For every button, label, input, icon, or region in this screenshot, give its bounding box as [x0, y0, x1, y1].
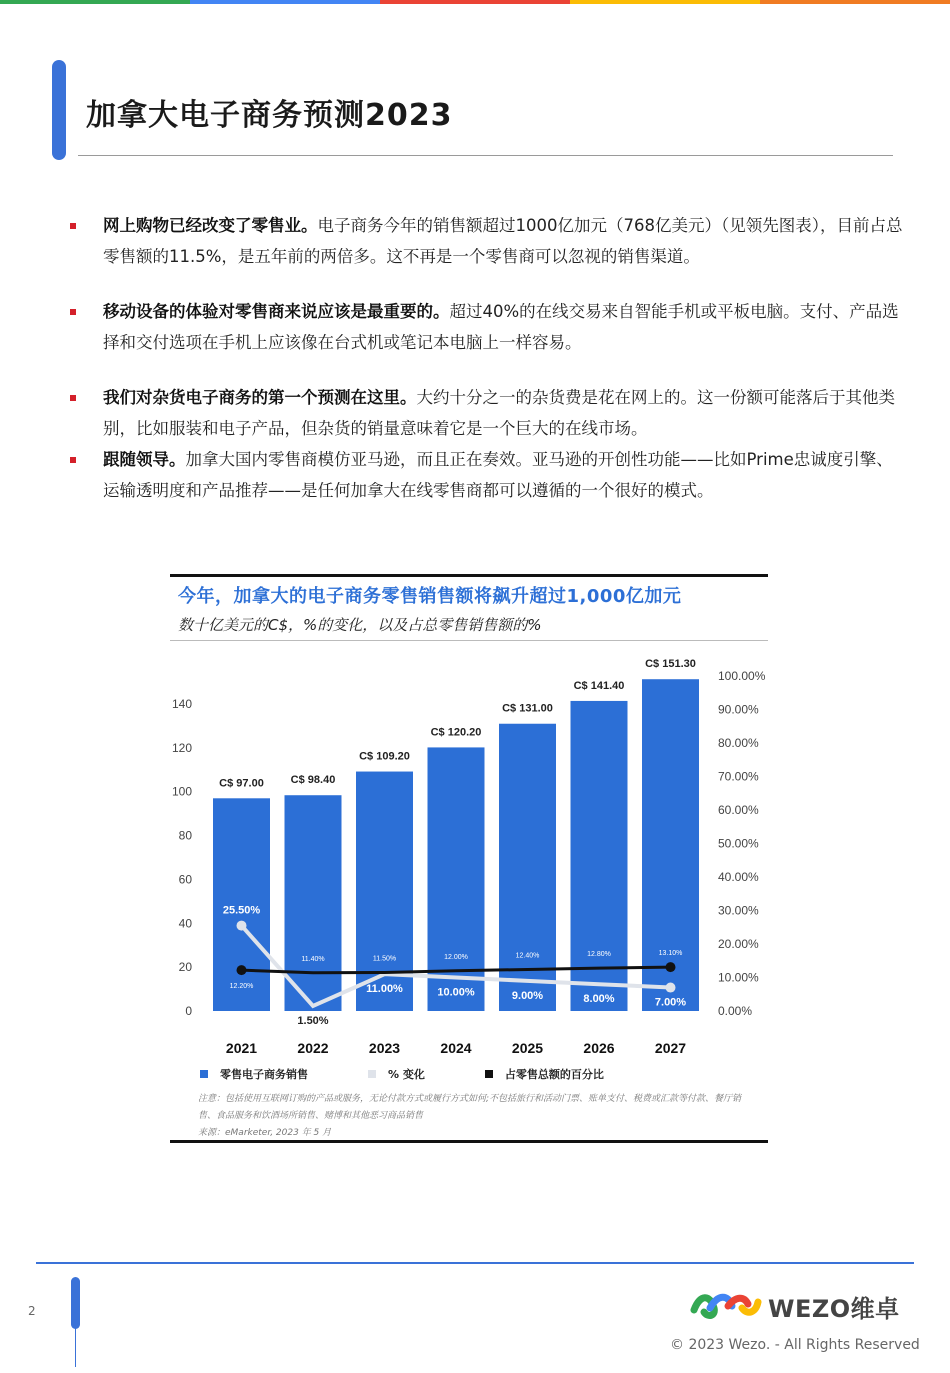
chart-subtitle: 数十亿美元的C$，%的变化，以及占总零售销售额的%	[178, 616, 542, 634]
bullet-item	[68, 210, 908, 272]
footer-accent-bar	[71, 1277, 80, 1329]
legend-item-share	[485, 1066, 604, 1082]
share-point	[237, 965, 247, 975]
pct-change-label: 1.50%	[297, 1015, 329, 1027]
top-bar-segment-4	[570, 0, 760, 4]
bullet-lead: 跟随领导。	[103, 450, 186, 469]
y-left-tick-label: 0	[185, 1004, 192, 1018]
y-right-tick-label: 50.00%	[718, 836, 759, 851]
legend-swatch-change	[368, 1070, 376, 1078]
bar-value-label: C$ 151.30	[645, 658, 696, 671]
x-tick-label: 2022	[297, 1040, 329, 1056]
bullet-text: 电子商务今年的销售额超过1000亿加元（768亿美元）（见领先图表），目前占总零售额的11.5%，是五年前的两倍多。这不再是一个零售商可以忽视的销售渠道。	[103, 216, 903, 266]
top-bar-segment-5	[760, 0, 950, 4]
bullet-marker	[70, 309, 76, 315]
x-tick-label: 2024	[440, 1040, 472, 1056]
bar-value-label: C$ 131.00	[502, 702, 553, 715]
share-label: 12.40%	[515, 952, 540, 960]
bar-2027	[642, 679, 699, 1011]
sales-chart	[170, 644, 768, 1064]
share-label: 13.10%	[658, 950, 683, 958]
title-divider	[78, 155, 893, 156]
y-right-tick-label: 70.00%	[718, 769, 759, 784]
legend-item-change	[368, 1066, 425, 1082]
bar-value-label: C$ 141.40	[573, 679, 625, 692]
y-left-tick-label: 40	[178, 916, 192, 931]
bullet-lead: 网上购物已经改变了零售业。	[103, 216, 318, 235]
bullet-marker	[70, 223, 76, 229]
y-left-tick-label: 100	[171, 784, 192, 799]
chart-note	[198, 1091, 746, 1142]
bullet-item	[68, 296, 908, 358]
legend-label: 占零售总额的百分比	[504, 1068, 604, 1081]
y-right-tick-label: 20.00%	[718, 937, 759, 951]
copyright-text: © 2023 Wezo. - All Rights Reserved	[670, 1337, 920, 1353]
bullet-marker	[70, 457, 76, 463]
top-bar-segment-3	[380, 0, 570, 4]
bar-2022	[285, 795, 342, 1011]
bar-value-label: C$ 97.00	[219, 777, 264, 790]
legend-label: % 变化	[388, 1068, 425, 1081]
chart-legend	[200, 1066, 664, 1082]
y-left-tick-label: 60	[178, 872, 192, 887]
bar-value-label: C$ 120.20	[430, 726, 482, 739]
bar-value-label: C$ 98.40	[290, 774, 336, 787]
y-left-tick-label: 120	[171, 740, 192, 755]
bullet-text: 超过40%的在线交易来自智能手机或平板电脑。支付、产品选择和交付选项在手机上应该像在台式机或笔记本电脑上一样容易。	[103, 302, 899, 352]
chart-title: 今年，加拿大的电子商务零售销售额将飙升超过1,000亿加元	[178, 586, 682, 607]
x-tick-label: 2023	[368, 1040, 401, 1056]
footer-divider	[36, 1262, 914, 1264]
bullet-list	[68, 210, 908, 506]
y-right-tick-label: 60.00%	[718, 803, 759, 817]
x-tick-label: 2021	[225, 1040, 258, 1056]
y-left-tick-label: 20	[178, 960, 192, 975]
share-label: 11.50%	[372, 955, 397, 963]
title-accent-bar	[52, 60, 66, 160]
x-tick-label: 2026	[583, 1040, 615, 1056]
bullet-lead: 我们对杂货电子商务的第一个预测在这里。	[103, 388, 417, 407]
pct-change-label: 11.00%	[366, 983, 403, 996]
share-label: 11.40%	[301, 955, 325, 963]
chart-panel	[170, 574, 768, 1142]
chart-bottom-rule	[170, 1140, 768, 1143]
bullet-text: 大约十分之一的杂货费是花在网上的。这一份额可能落后于其他类别，比如服装和电子产品，但杂货的销量意味着它是一个巨大的在线市场。	[103, 388, 895, 438]
wezo-logo-icon	[690, 1288, 762, 1324]
pct-change-label: 25.50%	[222, 904, 261, 917]
share-label: 12.00%	[444, 953, 468, 961]
legend-label: 零售电子商务销售	[220, 1068, 308, 1081]
pct-change-label: 9.00%	[511, 989, 544, 1002]
chart-header-rule	[170, 640, 768, 641]
y-right-tick-label: 30.00%	[718, 903, 759, 918]
y-left-tick-label: 80	[178, 828, 192, 843]
share-label: 12.80%	[587, 951, 611, 959]
y-right-tick-label: 0.00%	[718, 1004, 753, 1018]
bar-2026	[571, 701, 628, 1011]
bullet-marker	[70, 395, 76, 401]
x-tick-label: 2025	[511, 1040, 544, 1056]
pct-change-label: 8.00%	[583, 993, 615, 1006]
pct-change-point	[237, 921, 247, 931]
page-number: 2	[28, 1304, 36, 1318]
page-title: 加拿大电子商务预测2023	[86, 98, 453, 133]
bullet-item	[68, 382, 908, 444]
pct-change-label: 10.00%	[437, 986, 475, 999]
share-point	[666, 962, 676, 972]
bullet-text: 加拿大国内零售商模仿亚马逊，而且正在奏效。亚马逊的开创性功能——比如Prime忠诚度引擎、运输透明度和产品推荐——是任何加拿大在线零售商都可以遵循的一个很好的模式。	[103, 450, 893, 500]
y-right-tick-label: 90.00%	[718, 702, 759, 717]
logo-wordmark: WEZO维卓	[768, 1294, 900, 1323]
y-left-tick-label: 140	[171, 697, 192, 711]
bar-value-label: C$ 109.20	[359, 750, 410, 763]
y-right-tick-label: 10.00%	[718, 970, 759, 985]
top-bar-segment-2	[190, 0, 380, 4]
share-label: 12.20%	[229, 983, 254, 991]
note-text: 注意：包括使用互联网订购的产品或服务，无论付款方式或履行方式如何;不包括旅行和活动门票、账单支付、税费或汇款等付款、餐厅销售、食品服务和饮酒场所销售、赌博和其他恶习商品销售	[198, 1094, 742, 1121]
legend-swatch-bar	[200, 1070, 208, 1078]
x-tick-label: 2027	[654, 1040, 687, 1056]
legend-item-sales	[200, 1066, 308, 1082]
y-right-tick-label: 40.00%	[718, 870, 759, 884]
top-color-bar	[0, 0, 950, 4]
bullet-lead: 移动设备的体验对零售商来说应该是最重要的。	[103, 302, 450, 321]
y-right-tick-label: 100.00%	[718, 669, 766, 683]
chart-top-rule	[170, 574, 768, 577]
legend-swatch-share	[485, 1070, 493, 1078]
pct-change-label: 7.00%	[654, 996, 687, 1009]
bullet-item	[68, 444, 908, 506]
pct-change-point	[666, 983, 676, 993]
top-bar-segment-1	[0, 0, 190, 4]
wezo-logo	[690, 1288, 900, 1324]
y-right-tick-label: 80.00%	[718, 736, 759, 750]
source-text: 来源：eMarketer, 2023 年 5 月	[198, 1128, 332, 1138]
